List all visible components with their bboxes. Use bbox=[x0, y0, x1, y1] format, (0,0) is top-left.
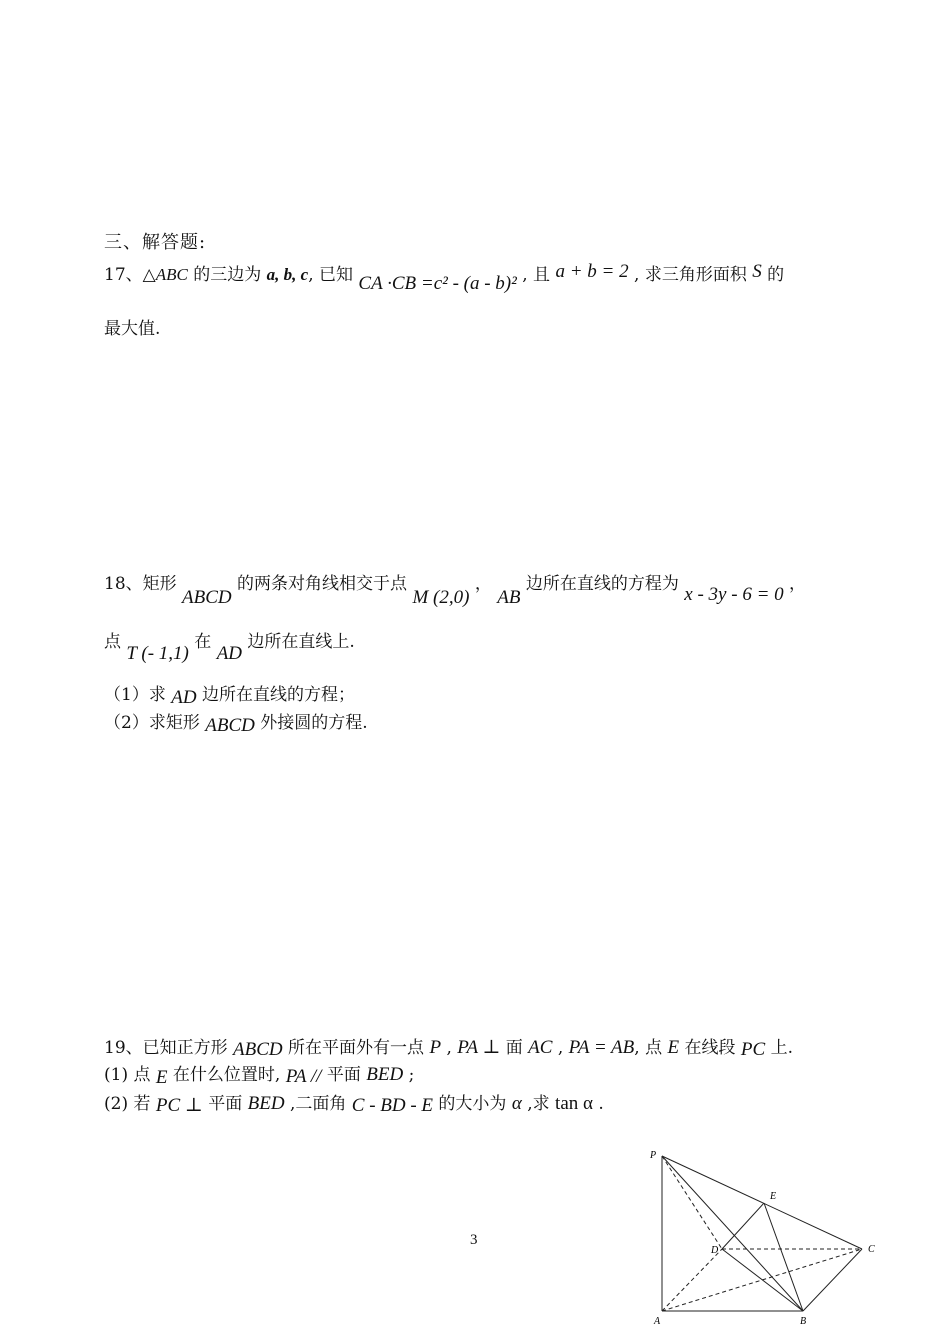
q18-text: 外接圆的方程. bbox=[254, 713, 368, 733]
q18-rect-name: ABCD bbox=[205, 715, 255, 736]
q17-text: , 求三角形面积 bbox=[628, 265, 753, 285]
q19-text: (1) 点 bbox=[104, 1065, 156, 1085]
q17-text: 17、△ bbox=[104, 265, 156, 285]
q19-text: 19、已知正方形 bbox=[104, 1038, 234, 1058]
q19-plane-bed: BED bbox=[366, 1064, 404, 1085]
label-d: D bbox=[711, 1245, 719, 1256]
q19-point-e: E bbox=[155, 1067, 168, 1088]
q18-line-2 bbox=[104, 631, 355, 664]
q18-point-m: M (2,0) bbox=[412, 587, 470, 608]
q19-tan-alpha: tan α bbox=[555, 1093, 593, 1114]
q18-text: 点 bbox=[104, 632, 127, 652]
q19-text: , 点 bbox=[634, 1038, 668, 1058]
q17-area-symbol: S bbox=[752, 261, 762, 282]
q19-segment-pc: PC bbox=[740, 1039, 766, 1060]
q18-text: 边所在直线的方程为 bbox=[520, 574, 685, 594]
q17-text: 的 bbox=[761, 265, 785, 285]
edge-pb bbox=[662, 1156, 803, 1311]
q17-vars: a, b, c bbox=[266, 265, 309, 284]
q19-text: 上. bbox=[765, 1038, 793, 1058]
q19-text: 在线段 bbox=[679, 1038, 741, 1058]
label-a: A bbox=[654, 1316, 661, 1327]
q19-text: 所在平面外有一点 bbox=[282, 1038, 430, 1058]
q19-pc-perp: PC ⊥ bbox=[155, 1095, 203, 1116]
label-b: B bbox=[800, 1316, 807, 1327]
edge-ed bbox=[722, 1203, 764, 1249]
q19-text: . bbox=[592, 1094, 604, 1114]
q18-sub-1 bbox=[104, 684, 355, 706]
label-c: C bbox=[868, 1244, 875, 1255]
q19-alpha: α bbox=[511, 1093, 522, 1114]
label-p: P bbox=[650, 1150, 657, 1161]
q19-text: ,求 bbox=[521, 1094, 556, 1114]
section-title: 三、解答题: bbox=[104, 232, 207, 253]
q17-triangle: ABC bbox=[155, 265, 188, 284]
q18-text: 边所在直线上. bbox=[242, 632, 355, 652]
q19-sub-1 bbox=[104, 1064, 414, 1086]
q19-line-1 bbox=[104, 1037, 793, 1059]
q19-text: ,二面角 bbox=[284, 1094, 352, 1114]
q19-pa-parallel: PA // bbox=[285, 1066, 322, 1087]
q18-text: 边所在直线的方程； bbox=[196, 685, 355, 705]
q17-text: 的三边为 bbox=[187, 265, 267, 285]
q19-text: ; bbox=[403, 1065, 415, 1085]
q19-pa-perp: PA ⊥ bbox=[457, 1037, 501, 1058]
q19-dihedral: C - BD - E bbox=[351, 1095, 434, 1116]
q19-text: 平面 bbox=[202, 1094, 248, 1114]
q18-line-1 bbox=[104, 573, 807, 608]
q18-point-t: T (- 1,1) bbox=[126, 643, 189, 664]
q18-text: ， bbox=[783, 574, 807, 594]
q18-text: 18、矩形 bbox=[104, 574, 183, 594]
q19-square-name: ABCD bbox=[233, 1039, 283, 1060]
q17-sum-equation: a + b = 2 bbox=[555, 261, 629, 282]
q17-text: , 且 bbox=[516, 265, 556, 285]
q18-side-ab: AB bbox=[497, 587, 521, 608]
q19-text: 平面 bbox=[321, 1065, 367, 1085]
q18-sub-2 bbox=[104, 712, 368, 734]
q18-line-equation: x - 3y - 6 = 0 bbox=[684, 584, 784, 605]
q19-text: 的大小为 bbox=[433, 1094, 512, 1114]
q19-pa-eq-ab: PA = AB bbox=[568, 1037, 635, 1058]
q19-text: , bbox=[441, 1038, 458, 1058]
q18-text: 在 bbox=[188, 632, 217, 652]
edge-pc bbox=[662, 1156, 862, 1249]
q17-text: , 已知 bbox=[308, 265, 359, 285]
q18-side-ad: AD bbox=[216, 643, 243, 664]
q19-text: (2) 若 bbox=[104, 1094, 156, 1114]
q19-point-p: P bbox=[429, 1037, 442, 1058]
q18-text: （2）求矩形 bbox=[104, 713, 206, 733]
q18-side-ad: AD bbox=[171, 687, 197, 708]
q18-text: ， bbox=[469, 574, 498, 594]
q19-point-e: E bbox=[667, 1037, 680, 1058]
q18-rect-name: ABCD bbox=[182, 587, 232, 608]
label-e: E bbox=[770, 1191, 777, 1202]
q19-text: 在什么位置时, bbox=[167, 1065, 286, 1085]
q18-text: 的两条对角线相交于点 bbox=[231, 574, 413, 594]
q17-vector-equation: CA ·CB =c² - (a - b)² bbox=[358, 273, 517, 294]
q19-text: , bbox=[552, 1038, 569, 1058]
q19-sub-2 bbox=[104, 1093, 604, 1115]
pyramid-figure bbox=[640, 1140, 890, 1330]
q17-line-1 bbox=[104, 261, 785, 294]
q19-text: 面 bbox=[500, 1038, 529, 1058]
q17-line-2: 最大值. bbox=[104, 319, 161, 339]
q18-text: （1）求 bbox=[104, 685, 172, 705]
page-number: 3 bbox=[470, 1232, 478, 1248]
q19-plane-bed: BED bbox=[247, 1093, 285, 1114]
q19-plane-ac: AC bbox=[528, 1037, 553, 1058]
